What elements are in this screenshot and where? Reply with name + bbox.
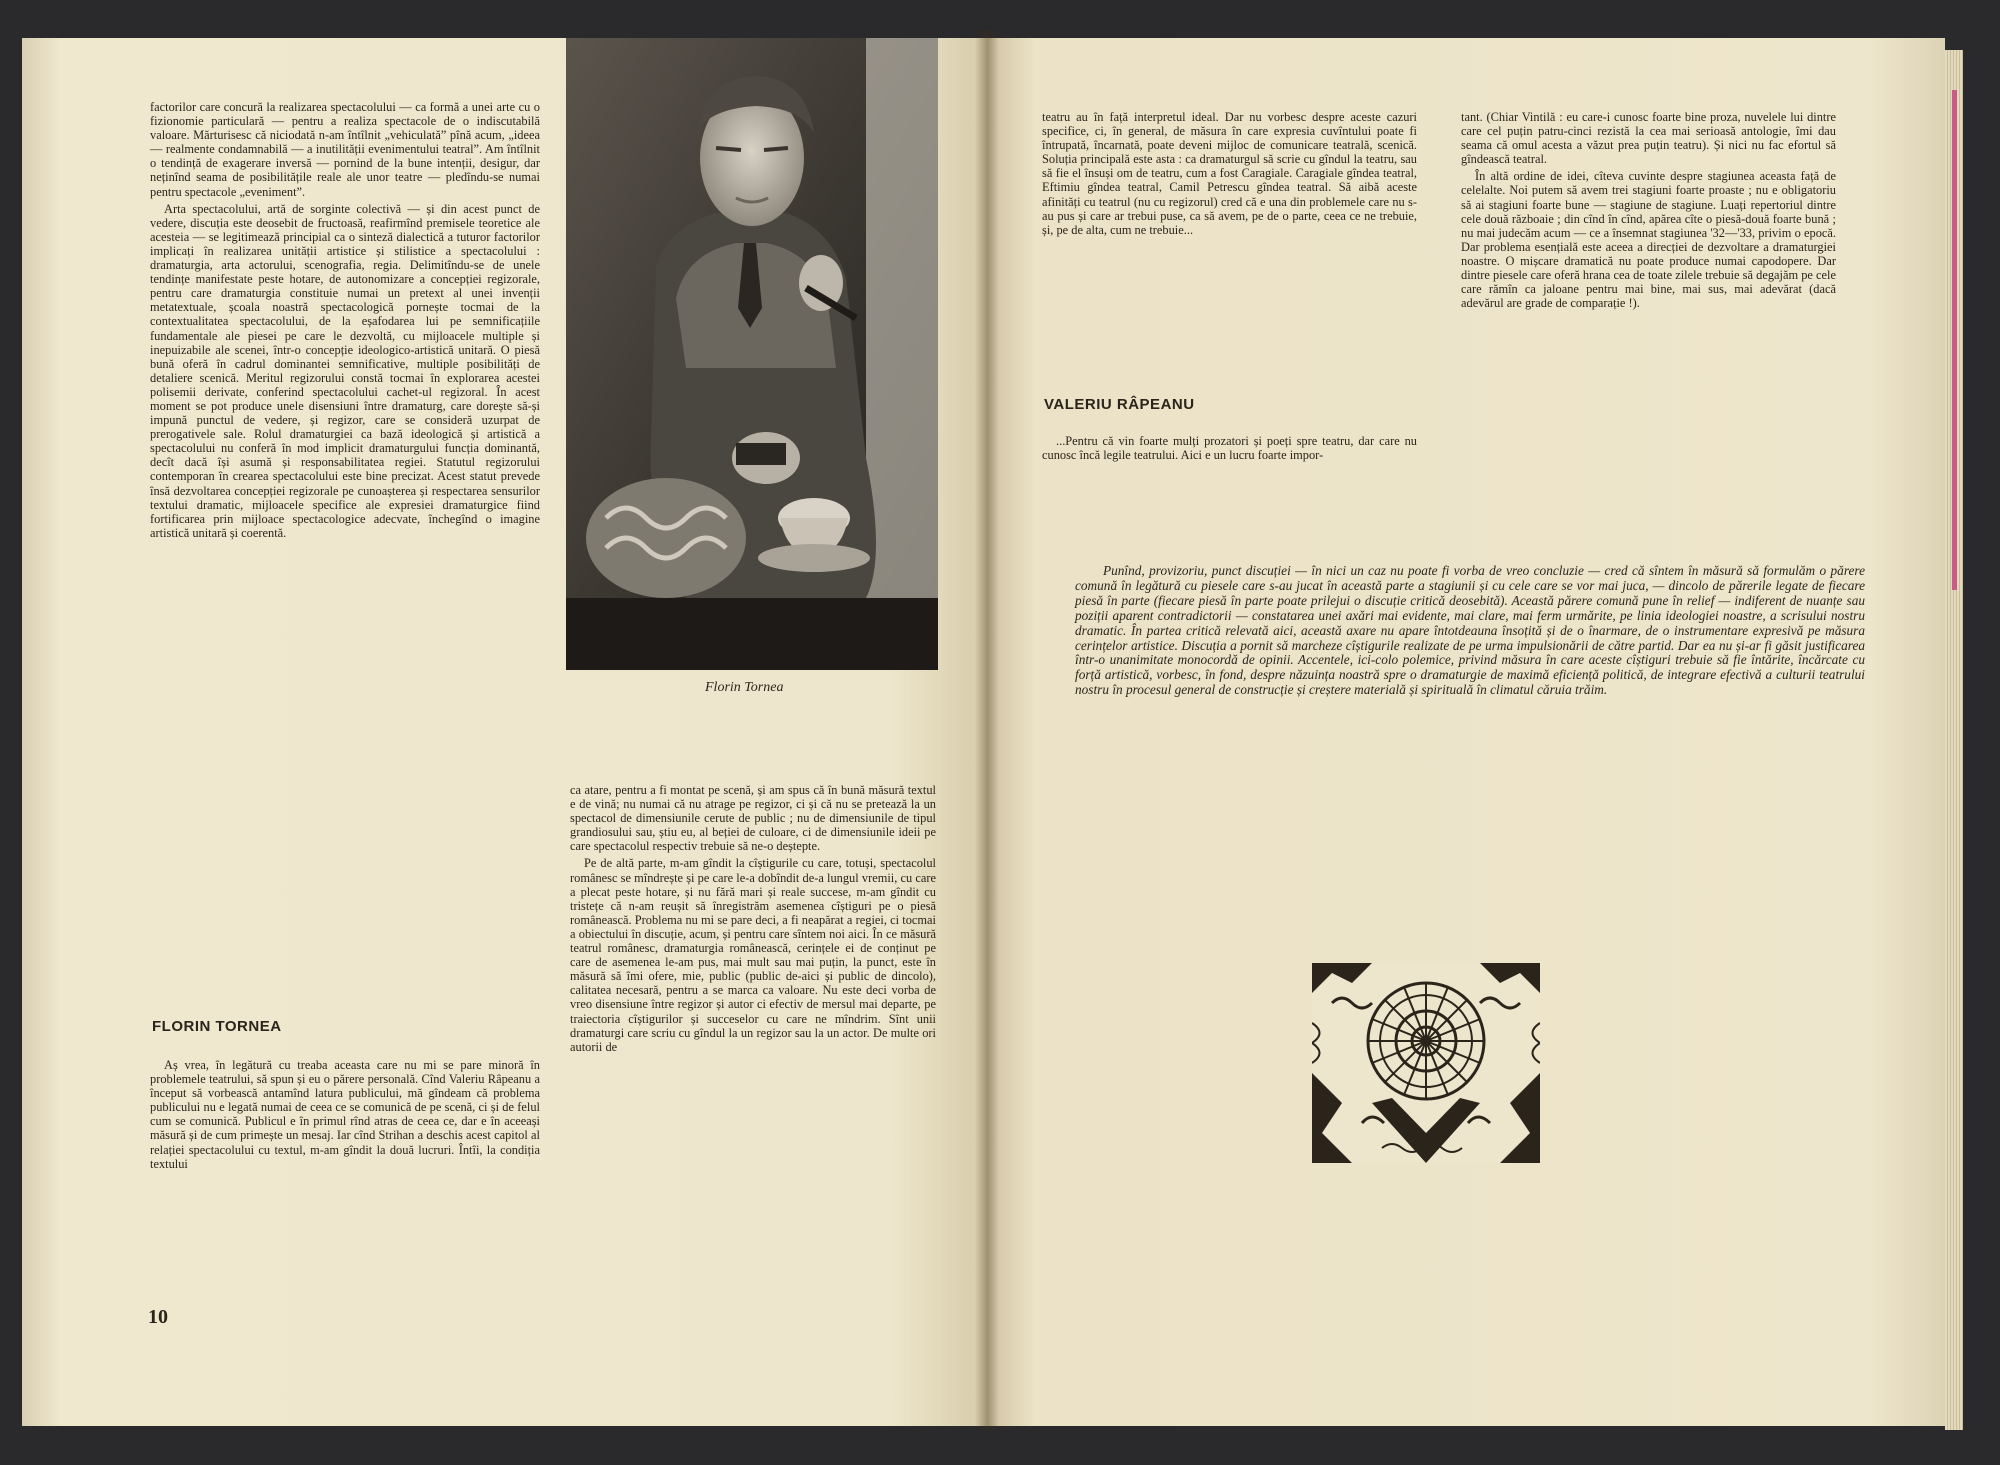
right-column-1-bottom	[1042, 434, 1417, 504]
paragraph: factorilor care concură la realizarea spectacolului — ca formă a unei arte cu o fizionomie particulară — pentru a realiza spectacole de o indiscutabilă valoare. Mărturisesc că niciodată n-am întîlnit „vehiculată” pînă acum, „ideea — realmente condamnabilă — a inutilității evenimentului teatral”. Am întîlnit o tendință de exagerare inversă — pornind de la bune intenții, desigur, dar neținînd seama de posibilitățile reale ale unor teatre — pledîndu-se numai pentru spectacole „eveniment”.	[150, 100, 540, 199]
photo-caption: Florin Tornea	[705, 680, 784, 695]
paragraph: ca atare, pentru a fi montat pe scenă, și am spus că în bună măsură textul e de vină; nu numai că nu atrage pe regizor, ci și că nu se pretează la un spectacol de dimensiunile cerute de public ; nu de dimensiunile de tipul grandiosului sau, știu eu, al beției de culoare, ci de dimensiunile ideii pe care spectacolul respectiv trebuie să ne-o deștepte.	[570, 783, 936, 854]
paragraph: Pe de altă parte, m-am gîndit la cîștigurile cu care, totuși, spectacolul românesc se mîndrește și pe care le-a dobîndit de-a lungul vremii, cu care a plecat peste hotare, și nu fără mari și reale succese, m-am gîndit cu tristețe că n-am reușit să înregistrăm asemenea cîștiguri pe o piesă românească. Problema nu mi se pare deci, a fi neapărat a regiei, ci tocmai a obiectului în discuție, acum, și pentru care sîntem noi aici. În ce măsură teatrul românesc, dramaturgia românească, cerințele ei de conținut pe care de asemenea le-am pus, mai mult sau mai puțin, la punct, este în măsură să îmi ofere, mie, public (public de-aici și public de dincolo), calitatea necesară, pentru a se marca ca valoare. Nu este deci vorba de vreo disensiune între regizor și autor ci efectiv de mersul mai departe, pe traiectoria cîștigurilor și succeselor cu care ne mîndrim. Sînt unii dramaturgi care scriu cu gîndul la un regizor sau la un actor. De multe ori autorii de	[570, 856, 936, 1054]
section-heading-florin-tornea: FLORIN TORNEA	[152, 1018, 282, 1035]
right-column-1-top	[1042, 110, 1417, 410]
bookmark-ribbon	[1952, 90, 1957, 590]
right-column-2	[1461, 110, 1836, 540]
conclusion-block	[1075, 564, 1865, 834]
paragraph: Aș vrea, în legătură cu treaba aceasta care nu mi se pare minoră în problemele teatrului, să spun și eu o părere personală. Cînd Valeriu Râpeanu a început să vorbească antamînd latura publicului, mă gîndeam că problema publicului nu e legată numai de ceea ce se comunică de pe scenă, ci și de felul cum se comunică. Publicul e în primul rînd atras de ceea ce, dar e în aceeași măsură și de cum primește un mesaj. Iar cînd Strihan a deschis acest capitol al relației spectacolului cu textul, m-am gîndit la două lucruri. Întîi, la condiția textului	[150, 1058, 540, 1171]
section-heading-valeriu-rapeanu: VALERIU RÂPEANU	[1044, 396, 1195, 413]
left-column-2	[570, 783, 936, 1323]
conclusion-paragraph: Punînd, provizoriu, punct discuției — în nici un caz nu poate fi vorba de vreo concluzie — cred că sîntem în măsură să formulăm o părere comună în legătură cu piesele care s-au jucat în această parte a stagiunii și cu cele care se vor mai juca, — dincolo de părerile legate de fiecare piesă în parte (fiecare piesă în parte poate prilejui o discuție critică deosebită). Această părere comună pune în relief — indiferent de nuanțe sau poziții aparent contradictorii — constatarea unei axări mai evidente, mai clare, mai ferm urmărite, pe linia ideologiei noastre, a scrisului nostru dramatic. În partea critică relevată aici, această axare nu apare întotdeauna însoțită și de o înarmare, de o instrumentare expresivă pe măsura cerințelor artistice. Discuția a pornit să marcheze cîștigurile realizate de pe urma impulsionării de către partid. Dar ea nu și-ar fi găsit justificarea într-o unanimitate monocordă de opinii. Accentele, ici-colo polemice, privind măsura în care aceste cîștiguri trebuie să fie întărite, încărcate cu forță artistică, vorbesc, în fond, despre năzuința noastră spre o dramaturgie de maximă eficiență politică, de integrare efectivă a culturii teatrului nostru în procesul general de construcție și creștere materială și spirituală în climatul căruia trăim.	[1075, 563, 1865, 698]
portrait-photo	[566, 38, 938, 670]
left-page	[22, 38, 987, 1426]
left-column-1-bottom	[150, 1058, 540, 1323]
paragraph: ...Pentru că vin foarte mulți prozatori și poeți spre teatru, dar care nu cunosc încă legile teatrului. Aici e un lucru foarte impor-	[1042, 434, 1417, 463]
paragraph: În altă ordine de idei, cîteva cuvinte despre stagiunea aceasta față de celelalte. Noi putem să avem trei stagiuni foarte proaste ; nu e obligatoriu să ai stagiuni foarte bune — stagiune de stagiune. Luați repertoriul dintre cele două războaie ; din cînd în cînd, apărea cîte o piesă-două foarte bună ; nu mai judecăm acum — ce a însemnat stagiunea '32—'33, privim o epocă. Dar problema esențială este aceea a direcției de dezvoltare a dramaturgiei noastre. O mișcare dramatică nu poate produce numai capodopere. Dar dintre piesele care oferă hrana cea de toate zilele trebuie să degajăm pe cele care rămîn ca jaloane pentru mai bine, mai sus, mai adevărat (dacă adevărul are grade de comparație !).	[1461, 169, 1836, 311]
right-page	[987, 38, 1945, 1426]
paragraph: teatru au în față interpretul ideal. Dar nu vorbesc despre aceste cazuri specifice, ci, în general, de măsura în care expresia cuvîntului poate fi întrupată, încarnată, poate deveni mijloc de comunicare teatrală, scenică. Soluția principală este asta : ca dramaturgul să scrie cu gîndul la teatru, sau să fie el însuși om de teatru, cum a fost Caragiale. Caragiale gîndea teatral, Eftimiu gîndea teatral, Camil Petrescu gîndea teatral. Să aibă aceste afinități cu teatrul (nu cu regizorul) cred că e una din problemele care nu s-au pus și care ar trebui puse, ca să avem, pe de o parte, ceea ce ne trebuie, și, pe de alta, cum ne trebuie...	[1042, 110, 1417, 237]
rosette-ornament	[1312, 963, 1540, 1163]
left-column-1-top	[150, 100, 540, 1020]
portrait-photo-icon	[566, 38, 938, 670]
page-number: 10	[148, 1306, 168, 1328]
rosette-ornament-icon	[1312, 963, 1540, 1163]
book-gutter	[975, 30, 999, 1430]
paragraph: Arta spectacolului, artă de sorginte colectivă — și din acest punct de vedere, discuția este deosebit de fructoasă, reafirmînd premisele teoretice ale acesteia — se legitimează principial ca o sinteză dialectică a tuturor factorilor implicați în realizarea unității artistice și stilistice a spectacolului : dramaturgia, arta actorului, scenografia, regia. Delimitîndu-se de unele tendințe manifestate peste hotare, de autonomizare a concepției regizorale, pentru care dramaturgia constituie numai un pretext al unei invenții metatextuale, școala noastră spectacologică pornește tocmai de la contextualitatea spectacolului, de la eșafodarea lui pe semnificațiile fundamentale ale piesei pe care le dezvoltă, cu mijloacele multiple și inepuizabile ale scenei, într-o concepție ideologico-artistică unitară. O piesă bună oferă în cadrul dominantei semnificative, multiple posibilități de detaliere scenică. Meritul regizorului constă tocmai în explorarea acestei polisemii derivate, conferind spectacolului cachet-ul regizoral. În acest moment se pot produce unele disensiuni între dramaturg, care dorește să-și impună punctul de vedere, și regizor, care se consideră uzurpat de prerogativele sale. Rolul dramaturgiei ca bază ideologică și artistică a spectacolului nu conferă în mod implicit dramaturgului funcția dominantă, decît dacă își asumă și responsabilitatea regiei. Statutul regizorului contemporan în crearea spectacolului este bine precizat. Acest statut prevede însă dezvoltarea concepției regizorale pe cunoașterea și respectarea sensurilor textului dramatic, mijloacele specifice ale expresiei dramaturgice fiind fortificarea prin mijloace spectacologice adecvate, închegînd o imagine artistică unitară și coerentă.	[150, 201, 540, 540]
paragraph: tant. (Chiar Vintilă : eu care-i cunosc foarte bine proza, nuvelele lui dintre care cel puțin patru-cinci rezistă la cea mai serioasă antologie, îmi dau seama că omul acesta a văzut prea puțin teatru). Și nici nu fac efortul să gîndească teatral.	[1461, 110, 1836, 167]
